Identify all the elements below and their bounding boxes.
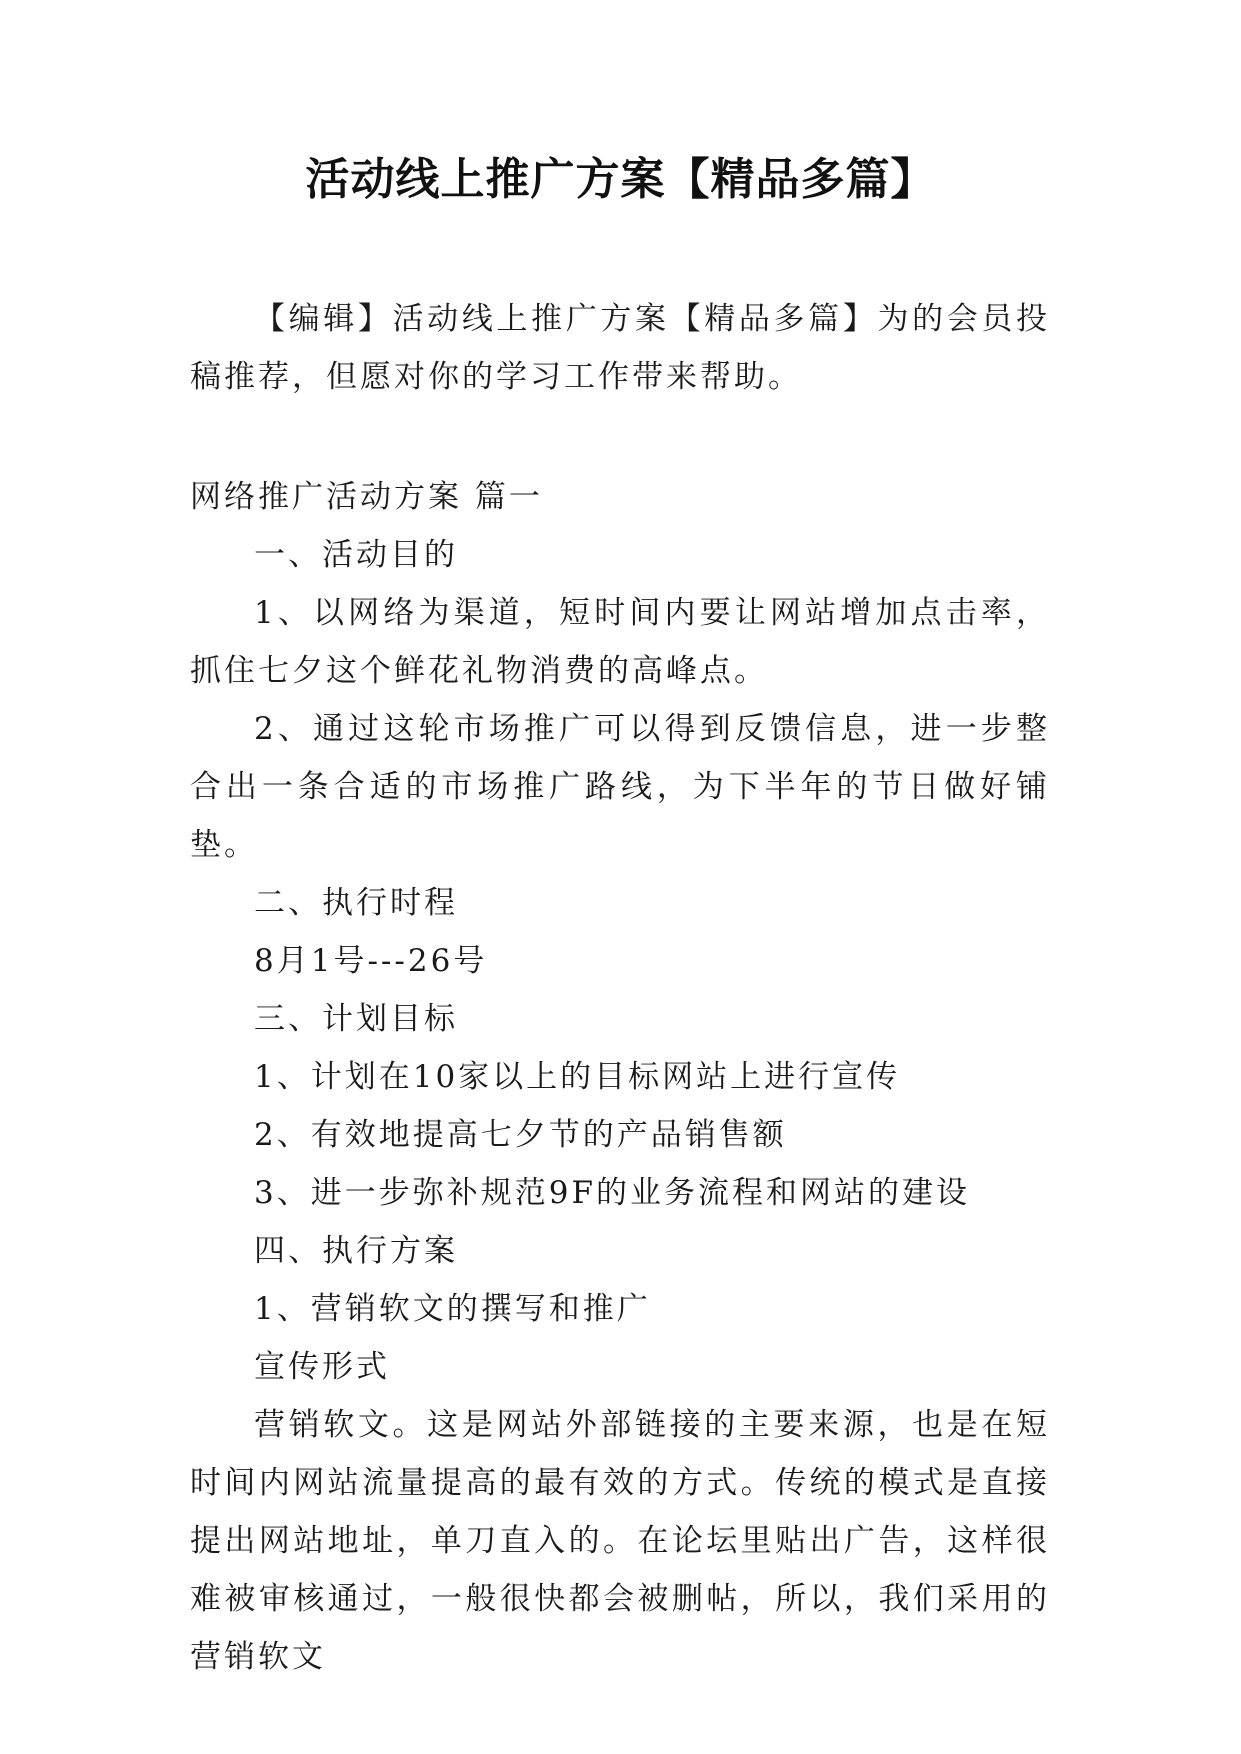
paragraph: 宣传形式 — [254, 1349, 390, 1385]
section-heading: 网络推广活动方案 篇一 — [190, 479, 543, 515]
paragraph-heading-1: 一、活动目的 — [254, 537, 458, 573]
document-body — [190, 290, 1050, 1686]
paragraph: 2、通过这轮市场推广可以得到反馈信息，进一步整合出一条合适的市场推广路线，为下半年的节日做好铺垫。 — [190, 711, 1050, 863]
page-title: 活动线上推广方案【精品多篇】 — [305, 154, 936, 205]
paragraph: 8月1号---26号 — [254, 943, 488, 979]
paragraph-heading-2: 二、执行时程 — [254, 885, 458, 921]
paragraph: 2、有效地提高七夕节的产品销售额 — [254, 1117, 787, 1153]
paragraph: 1、计划在10家以上的目标网站上进行宣传 — [254, 1059, 901, 1095]
paragraph-heading-3: 三、计划目标 — [254, 1001, 458, 1037]
paragraph: 1、营销软文的撰写和推广 — [254, 1291, 651, 1327]
intro-paragraph: 【编辑】活动线上推广方案【精品多篇】为的会员投稿推荐，但愿对你的学习工作带来帮助。 — [190, 301, 1050, 395]
paragraph: 营销软文。这是网站外部链接的主要来源，也是在短时间内网站流量提高的最有效的方式。传统的模式是直接提出网站地址，单刀直入的。在论坛里贴出广告，这样很难被审核通过，一般很快都会被删帖，所以，我们采用的营销软文 — [190, 1407, 1050, 1675]
paragraph: 3、进一步弥补规范9F的业务流程和网站的建设 — [254, 1175, 970, 1211]
paragraph-heading-4: 四、执行方案 — [254, 1233, 458, 1269]
paragraph: 1、以网络为渠道，短时间内要让网站增加点击率，抓住七夕这个鲜花礼物消费的高峰点。 — [190, 595, 1050, 689]
